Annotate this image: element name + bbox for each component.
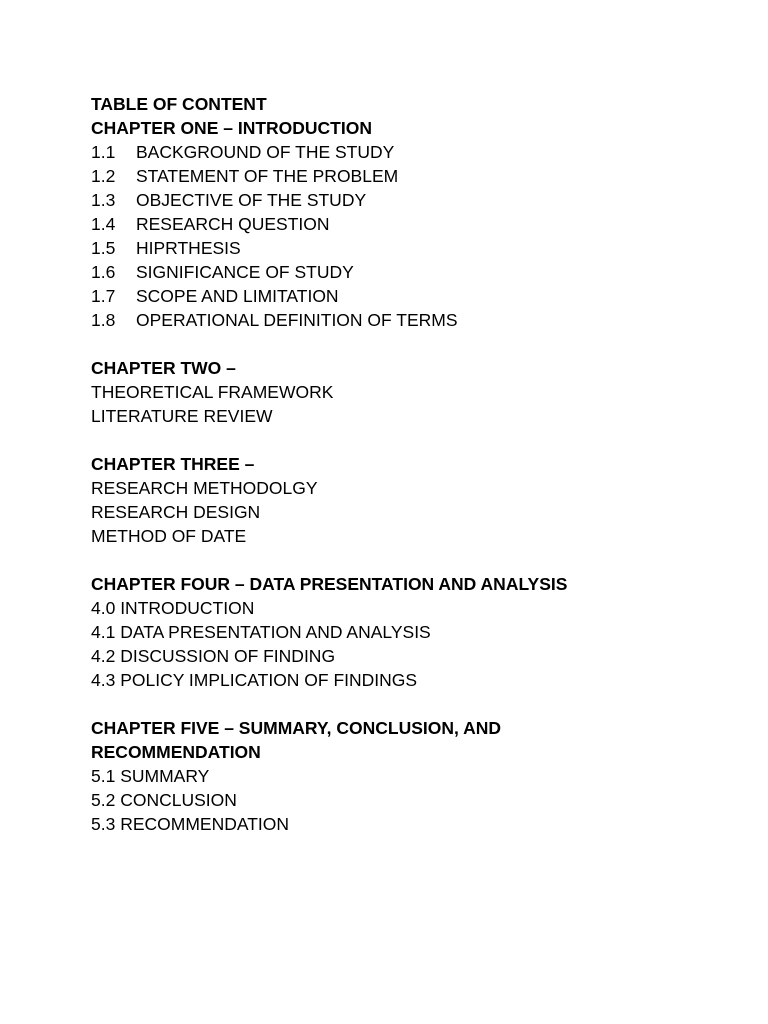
table-of-content — [91, 92, 731, 836]
entry-text: HIPRTHESIS — [136, 238, 241, 258]
toc-entry — [91, 308, 731, 332]
chapter-three-title: CHAPTER THREE – — [91, 454, 255, 474]
section-gap — [91, 692, 731, 716]
chapter-five-title-cont: RECOMMENDATION — [91, 742, 261, 762]
toc-entry: 5.2 CONCLUSION — [91, 790, 237, 810]
toc-entry: RESEARCH DESIGN — [91, 502, 261, 522]
toc-entry — [91, 284, 731, 308]
entry-number: 1.6 — [91, 262, 116, 282]
entry-text: SCOPE AND LIMITATION — [136, 286, 339, 306]
toc-entry: 5.3 RECOMMENDATION — [91, 814, 290, 834]
section-gap — [91, 332, 731, 356]
toc-entry — [91, 236, 731, 260]
section-gap — [91, 428, 731, 452]
toc-heading: TABLE OF CONTENT — [91, 94, 267, 114]
toc-entry: 4.0 INTRODUCTION — [91, 598, 255, 618]
chapter-four-title: CHAPTER FOUR – DATA PRESENTATION AND ANALYSIS — [91, 574, 568, 594]
toc-entry — [91, 260, 731, 284]
chapter-two-title: CHAPTER TWO – — [91, 358, 236, 378]
toc-entry: RESEARCH METHODOLGY — [91, 478, 318, 498]
entry-text: RESEARCH QUESTION — [136, 214, 330, 234]
entry-text: BACKGROUND OF THE STUDY — [136, 142, 395, 162]
toc-entry: LITERATURE REVIEW — [91, 406, 273, 426]
entry-text: OBJECTIVE OF THE STUDY — [136, 190, 367, 210]
toc-entry — [91, 188, 731, 212]
toc-entry: 5.1 SUMMARY — [91, 766, 210, 786]
toc-entry: 4.2 DISCUSSION OF FINDING — [91, 646, 336, 666]
entry-number: 1.7 — [91, 286, 116, 306]
entry-number: 1.2 — [91, 166, 116, 186]
toc-entry: 4.3 POLICY IMPLICATION OF FINDINGS — [91, 670, 418, 690]
entry-number: 1.3 — [91, 190, 116, 210]
section-gap — [91, 548, 731, 572]
toc-entry — [91, 164, 731, 188]
chapter-one-title: CHAPTER ONE – INTRODUCTION — [91, 118, 372, 138]
entry-text: STATEMENT OF THE PROBLEM — [136, 166, 399, 186]
entry-text: OPERATIONAL DEFINITION OF TERMS — [136, 310, 458, 330]
toc-entry: METHOD OF DATE — [91, 526, 247, 546]
toc-entry: 4.1 DATA PRESENTATION AND ANALYSIS — [91, 622, 431, 642]
toc-entry — [91, 212, 731, 236]
chapter-five-title: CHAPTER FIVE – SUMMARY, CONCLUSION, AND — [91, 718, 501, 738]
entry-number: 1.8 — [91, 310, 116, 330]
entry-number: 1.5 — [91, 238, 116, 258]
toc-entry: THEORETICAL FRAMEWORK — [91, 382, 334, 402]
entry-number: 1.4 — [91, 214, 116, 234]
toc-entry — [91, 140, 731, 164]
entry-number: 1.1 — [91, 142, 116, 162]
entry-text: SIGNIFICANCE OF STUDY — [136, 262, 354, 282]
